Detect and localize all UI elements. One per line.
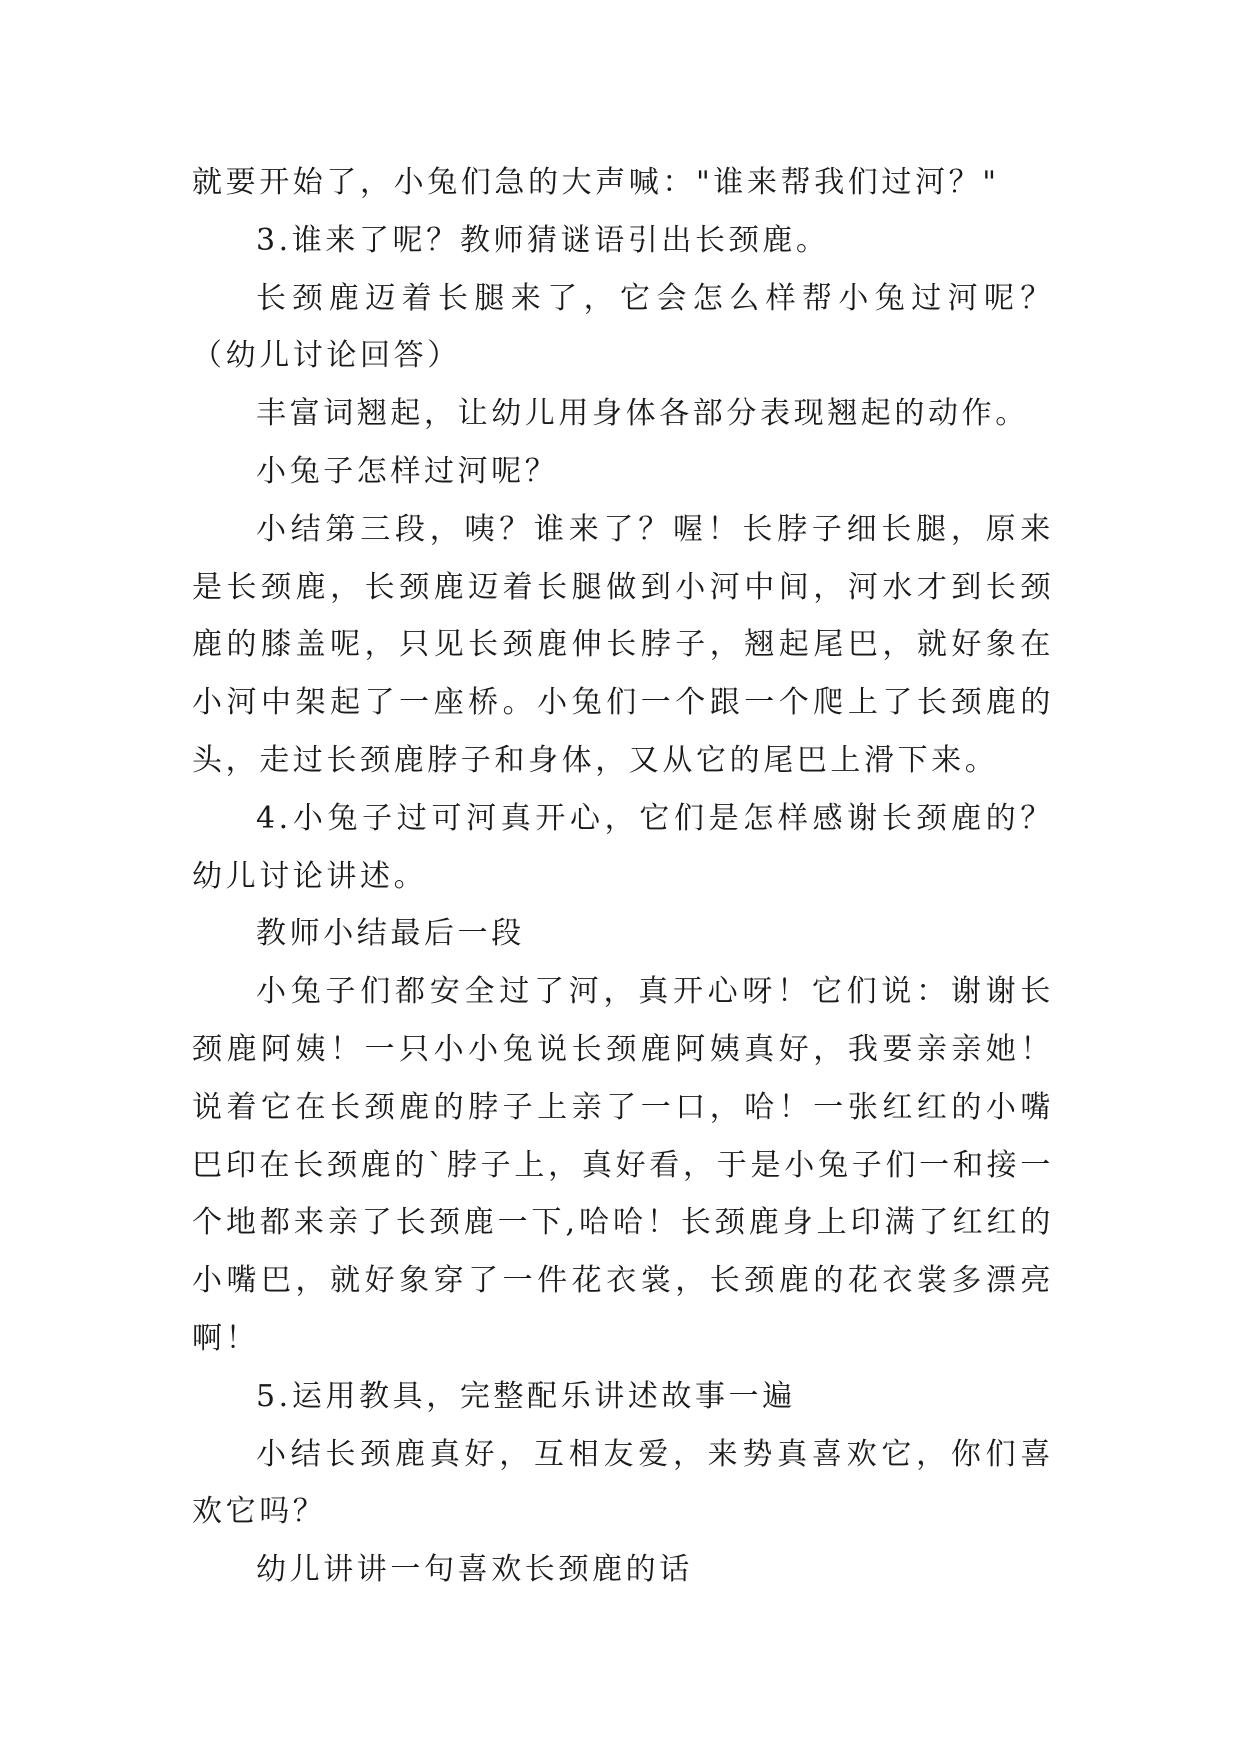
paragraph: 幼儿讲讲一句喜欢长颈鹿的话 [256,1552,693,1588]
paragraph-summary-3: 小结第三段，咦？谁来了？喔！长脖子细长腿，原来是长颈鹿，长颈鹿迈着长腿做到小河中间，河水才到长颈鹿的膝盖呢，只见长颈鹿伸长脖子，翘起尾巴，就好象在小河中架起了一座桥。小兔们一个跟一个爬上了长颈鹿的头，走过长颈鹿脖子和身体，又从它的尾巴上滑下来。 [192,511,1054,778]
paragraph-continued: 就要开始了，小兔们急的大声喊："谁来帮我们过河？" [192,165,1000,200]
paragraph-step-5: 5.运用教具，完整配乐讲述故事一遍 [256,1378,796,1414]
paragraph: 长颈鹿迈着长腿来了，它会怎么样帮小兔过河呢？（幼儿讨论回答） [192,280,1054,374]
paragraph-step-3: 3.谁来了呢？教师猜谜语引出长颈鹿。 [256,222,830,258]
document-page [192,154,1054,1599]
paragraph: 小兔子怎样过河呢？ [256,453,559,489]
paragraph: 丰富词翘起，让幼儿用身体各部分表现翘起的动作。 [256,396,1029,432]
paragraph-step-4: 4.小兔子过可河真开心，它们是怎样感谢长颈鹿的？幼儿讨论讲述。 [192,800,1054,894]
paragraph: 小结长颈鹿真好，互相友爱，来势真喜欢它，你们喜欢它吗？ [192,1436,1054,1530]
paragraph-summary-final: 小兔子们都安全过了河，真开心呀！它们说：谢谢长颈鹿阿姨！一只小小兔说长颈鹿阿姨真好，我要亲亲她！说着它在长颈鹿的脖子上亲了一口，哈！一张红红的小嘴巴印在长颈鹿的`脖子上，真好看，于是小兔子们一和接一个地都来亲了长颈鹿一下,哈哈！长颈鹿身上印满了红红的小嘴巴，就好象穿了一件花衣裳，长颈鹿的花衣裳多漂亮啊！ [192,974,1054,1356]
paragraph: 教师小结最后一段 [256,916,525,952]
